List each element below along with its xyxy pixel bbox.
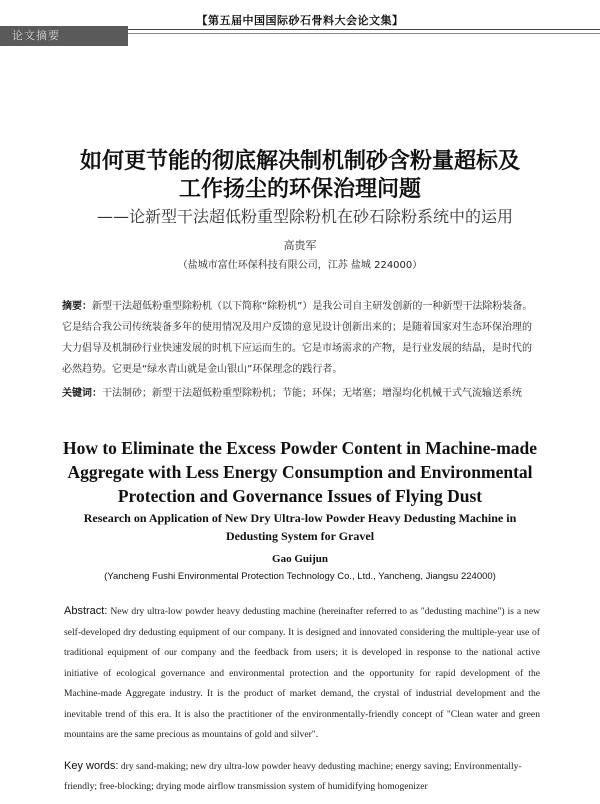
header-rule-secondary [128,33,600,34]
header-rule [128,29,600,30]
chinese-abstract-text: 新型干法超低粉重型除粉机（以下简称“除粉机”）是我公司自主研发创新的一种新型干法除粉装备。它是结合我公司传统装备多年的使用情况及用户反馈的意见设计创新出来的；是随着国家对生态环保治理的大力倡导及机制砂行业快速发展的时机下应运而生的。它是市场需求的产物，是行业发展的结晶，是时代的必然趋势。它更是“绿水青山就是金山银山”环保理念的践行者。 [62,301,533,375]
chinese-title-line1: 如何更节能的彻底解决制机制砂含粉量超标及 [79,149,520,174]
chinese-keywords-text: 干法制砂；新型干法超低粉重型除粉机；节能；环保；无堵塞；增湿均化机械干式气流输送系统 [102,388,522,399]
running-head: 【第五届中国国际砂石骨料大会论文集】 [196,14,404,27]
chinese-keywords-label: 关键词： [62,388,102,399]
english-abstract-label: Abstract: [64,605,108,617]
english-keywords-label: Key words: [64,760,119,772]
chinese-abstract [62,296,538,380]
english-subtitle: Research on Application of New Dry Ultra-low Powder Heavy Dedusting Machine in Dedusting System for Gravel [83,511,517,543]
chinese-abstract-label: 摘要： [62,301,92,312]
english-abstract-text: New dry ultra-low powder heavy dedusting machine (hereinafter referred to as "dedusting machine") is a new self-developed dry dedusting equipment of our company. It is designed and innovated considering the multiple-year use of traditional equipment of our company and the feedback from users; it is developed in response to the national active initiative of ecological governance and environmental protection and the opportunity for rapid development of the Machine-made Aggregate industry. It is the product of market demand, the crystal of industrial development and the inevitable trend of this era. It is also the practitioner of the environmentally-friendly concept of "Clean water and green mountains are the same precious as mountains of gold and silver". [64,606,540,740]
english-title: How to Eliminate the Excess Powder Content in Machine-made Aggregate with Less Energy Consumption and Environmental Protection and Governance Issues of Flying Dust [62,438,538,506]
english-affiliation: (Yancheng Fushi Environmental Protection Technology Co., Ltd., Yancheng, Jiangsu 224000) [104,571,496,582]
english-abstract [64,601,540,746]
chinese-title-line2: 工作扬尘的环保治理问题 [178,177,421,202]
chinese-author: 高贵军 [283,239,317,252]
english-keywords [64,756,540,797]
section-tag: 论文摘要 [0,26,128,46]
chinese-affiliation: （盐城市富仕环保科技有限公司，江苏 盐城 224000） [177,260,423,271]
english-keywords-text: dry sand-making; new dry ultra-low powder heavy dedusting machine; energy saving; Environmentally-friendly; free-blocking; drying mode airflow transmission system of humidifying homogenizer [64,761,522,792]
chinese-title [40,148,560,204]
chinese-subtitle: ——论新型干法超低粉重型除粉机在砂石除粉系统中的运用 [96,207,513,226]
english-author: Gao Guijun [272,553,328,565]
chinese-keywords [62,384,538,404]
